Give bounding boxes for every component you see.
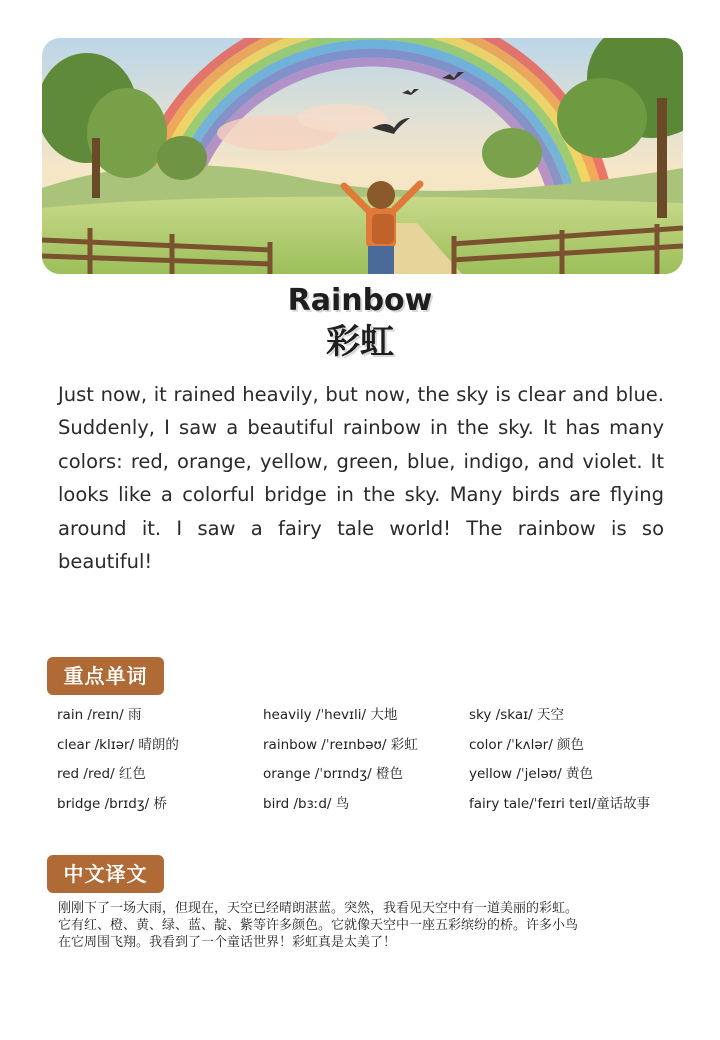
vocab-item: sky /skaɪ/ 天空 xyxy=(469,707,564,723)
page-title-english: Rainbow xyxy=(287,283,433,318)
reading-passage: Just now, it rained heavily, but now, the sky is clear and blue. Suddenly, I saw a beautiful rainbow in the sky. It has many colors: red, orange, yellow, green, blue, indigo, and violet. It looks like a colorful bridge in the sky. Many birds are flying around it. I saw a fairy tale world! The rainbow is so beautiful! xyxy=(58,383,664,574)
vocab-item: bird /bɜːd/ 鸟 xyxy=(263,795,350,812)
vocab-item: rainbow /ˈreɪnbəʊ/ 彩虹 xyxy=(263,736,418,753)
vocab-item: bridge /brɪdʒ/ 桥 xyxy=(57,795,167,812)
hero-illustration xyxy=(42,38,683,274)
vocab-item: color /ˈkʌlər/ 颜色 xyxy=(469,736,585,753)
vocab-item: rain /reɪn/ 雨 xyxy=(57,707,142,723)
vocab-item: orange /ˈɒrɪndʒ/ 橙色 xyxy=(263,766,403,782)
title-block xyxy=(0,282,720,364)
vocab-section-label: 重点单词 xyxy=(47,657,164,695)
translation-section-label: 中文译文 xyxy=(47,855,164,893)
vocab-item: heavily /ˈhevɪli/ 大地 xyxy=(263,707,398,723)
chinese-translation: 刚刚下了一场大雨，但现在，天空已经晴朗湛蓝。突然，我看见天空中有一道美丽的彩虹。它有红、橙、黄、绿、蓝、靛、紫等许多颜色。它就像天空中一座五彩缤纷的桥。许多小鸟在它周围飞翔。我看到了一个童话世界！彩虹真是太美了！ xyxy=(58,901,579,950)
vocab-item: yellow /ˈjeləʊ/ 黄色 xyxy=(469,766,593,782)
vocab-grid xyxy=(57,704,677,822)
vocab-item: red /red/ 红色 xyxy=(57,766,146,782)
rainbow-meadow-illustration xyxy=(42,38,683,274)
page-title-chinese: 彩虹 xyxy=(326,322,394,362)
vocab-item: fairy tale/ˈfeɪri teɪl/童话故事 xyxy=(469,795,651,812)
vocab-item: clear /klɪər/ 晴朗的 xyxy=(57,736,179,753)
